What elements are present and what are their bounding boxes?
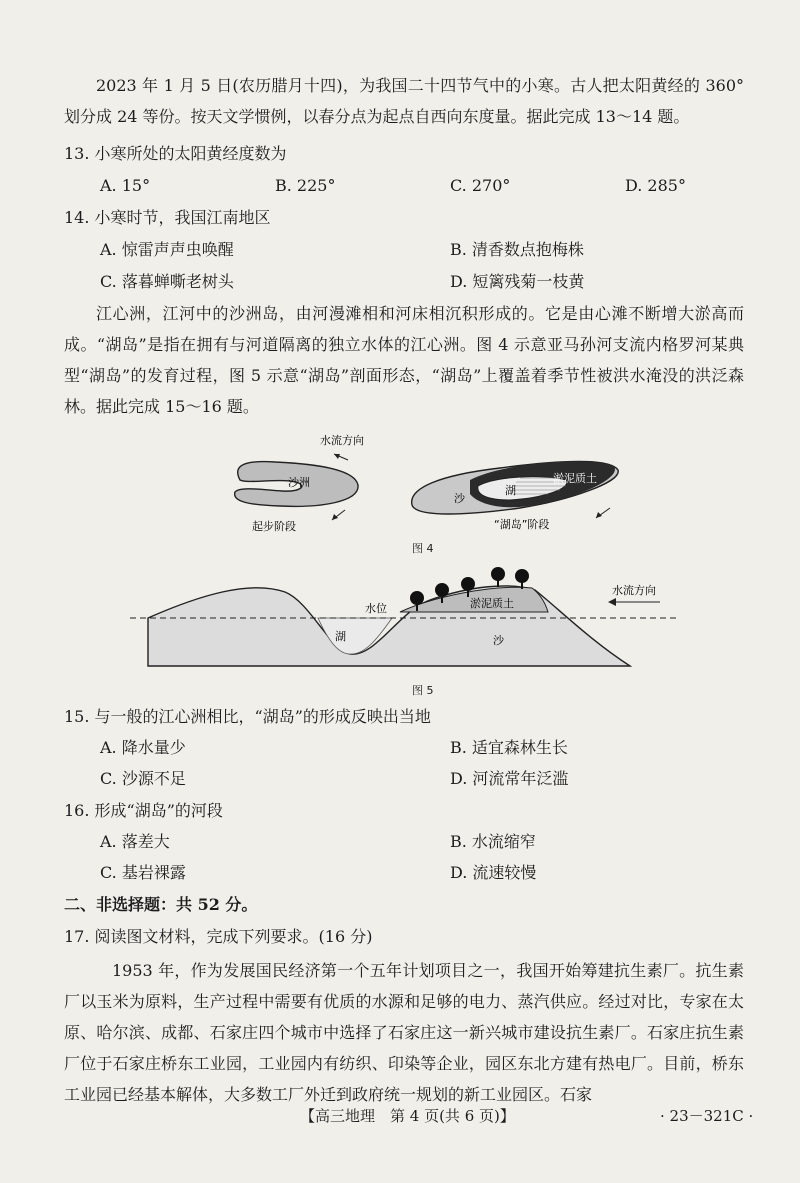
- q15-option-c[interactable]: C. 沙源不足: [100, 769, 186, 788]
- fig5-profile: [148, 586, 630, 666]
- figure-4: [0, 420, 800, 560]
- q16-option-a[interactable]: A. 落差大: [100, 832, 170, 851]
- fig4-sand-label: 沙: [454, 492, 465, 505]
- q16-option-b[interactable]: B. 水流缩窄: [450, 832, 536, 851]
- footer-page-info: 【高三地理 第 4 页(共 6 页)】: [300, 1107, 515, 1125]
- q14-option-c[interactable]: C. 落暮蝉嘶老树头: [100, 272, 234, 291]
- figure-5: [0, 560, 800, 670]
- tree-trunk: [467, 589, 469, 597]
- q17-stem: 17. 阅读图文材料，完成下列要求。(16 分): [64, 927, 373, 946]
- tree-icon: [515, 569, 529, 583]
- fig5-water-level-label: 水位: [365, 602, 387, 615]
- fig4-flow-label: 水流方向: [320, 434, 364, 447]
- q13-option-d[interactable]: D. 285°: [625, 176, 686, 195]
- q13-stem: 13. 小寒所处的太阳黄经度数为: [64, 144, 287, 163]
- q15-stem: 15. 与一般的江心洲相比，“湖岛”的形成反映出当地: [64, 707, 431, 726]
- tree-icon: [410, 591, 424, 605]
- q14-stem: 14. 小寒时节，我国江南地区: [64, 208, 271, 227]
- q13-option-b[interactable]: B. 225°: [275, 176, 336, 195]
- q16-stem: 16. 形成“湖岛”的河段: [64, 801, 223, 820]
- q16-option-c[interactable]: C. 基岩裸露: [100, 863, 186, 882]
- fig5-silt-label: 淤泥质土: [470, 597, 514, 610]
- q14-option-b[interactable]: B. 清香数点抱梅株: [450, 240, 584, 259]
- tree-icon: [461, 577, 475, 591]
- fig5-flow-label: 水流方向: [612, 584, 656, 597]
- q13-option-c[interactable]: C. 270°: [450, 176, 511, 195]
- fig5-lake-label: 湖: [335, 630, 346, 643]
- q15-option-d[interactable]: D. 河流常年泛滥: [450, 769, 569, 788]
- fig4-stage2-label: “湖岛”阶段: [494, 518, 550, 531]
- q16-option-d[interactable]: D. 流速较慢: [450, 863, 537, 882]
- fig4-lake-label: 湖: [505, 484, 516, 497]
- q15-option-b[interactable]: B. 适宜森林生长: [450, 738, 568, 757]
- intro-15-16: 江心洲，江河中的沙洲岛，由河漫滩相和河床相沉积形成的。它是由心滩不断增大淤高而成。“湖岛”是指在拥有与河道隔离的独立水体的江心洲。图 4 示意亚马孙河支流内格罗河某典型“湖岛”的发育过程，图 5 示意“湖岛”剖面形态，“湖岛”上覆盖着季节性被洪水淹没的洪泛森林。据此完成 15～16 题。: [64, 304, 744, 416]
- fig5-flow-arrowhead: [608, 598, 616, 606]
- tree-icon: [491, 567, 505, 581]
- tree-trunk: [497, 579, 499, 587]
- fig4-sandbar-label: 沙洲: [288, 476, 310, 489]
- footer-code: · 23－321C ·: [660, 1107, 754, 1125]
- intro-13-14: 2023 年 1 月 5 日(农历腊月十四)，为我国二十四节气中的小寒。古人把太阳黄经的 360°划分成 24 等份。按天文学惯例，以春分点为起点自西向东度量。据此完成 13～14 题。: [64, 76, 744, 126]
- tree-trunk: [521, 581, 523, 589]
- tree-trunk: [441, 595, 443, 603]
- q14-option-d[interactable]: D. 短篱残菊一枝黄: [450, 272, 585, 291]
- tree-icon: [435, 583, 449, 597]
- q17-material: 1953 年，作为发展国民经济第一个五年计划项目之一，我国开始筹建抗生素厂。抗生素厂以玉米为原料，生产过程中需要有优质的水源和足够的电力、蒸汽供应。经过对比，专家在太原、哈尔滨、成都、石家庄四个城市中选择了石家庄这一新兴城市建设抗生素厂。石家庄抗生素厂位于石家庄桥东工业园，工业园内有纺织、印染等企业，园区东北方建有热电厂。目前，桥东工业园已经基本解体，大多数工厂外迁到政府统一规划的新工业园区。石家: [64, 961, 744, 1104]
- tree-trunk: [416, 603, 418, 611]
- fig5-sand-label: 沙: [493, 634, 504, 647]
- fig4-flow-arrowhead-2: [332, 514, 338, 520]
- fig4-silt-label: 淤泥质土: [553, 472, 597, 485]
- fig4-caption: 图 4: [412, 542, 434, 555]
- fig4-stage1-label: 起步阶段: [252, 520, 296, 533]
- fig4-flow-arrowhead-3: [596, 512, 602, 518]
- q14-option-a[interactable]: A. 惊雷声声虫唤醒: [100, 240, 234, 259]
- section2-heading: 二、非选择题：共 52 分。: [64, 895, 258, 914]
- q15-option-a[interactable]: A. 降水量少: [100, 738, 186, 757]
- q13-option-a[interactable]: A. 15°: [100, 176, 151, 195]
- fig5-caption: 图 5: [412, 684, 434, 697]
